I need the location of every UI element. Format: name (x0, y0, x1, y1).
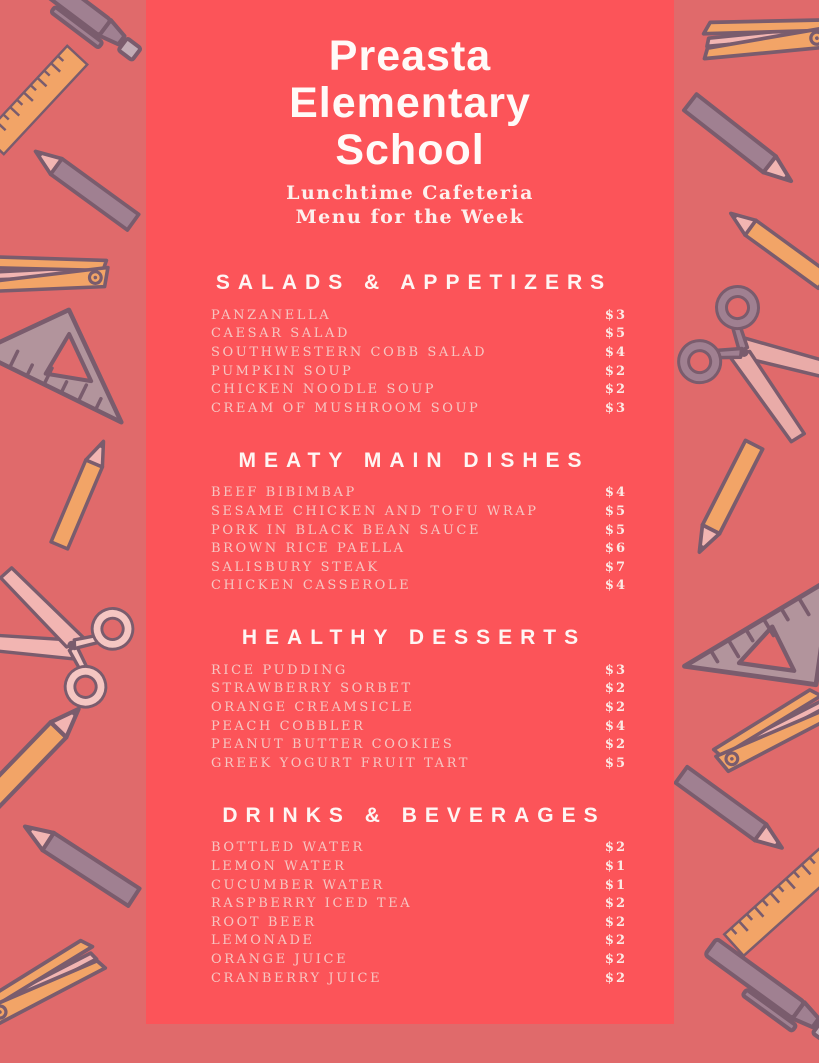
section-heading: DRINKS & BEVERAGES (222, 803, 606, 827)
menu-item-row (211, 539, 627, 558)
pencil-icon (679, 90, 804, 197)
menu-item-price: $6 (604, 541, 627, 557)
menu-item-price: $5 (604, 326, 627, 342)
menu-item-price: $7 (604, 559, 627, 575)
menu-item-name: GREEK YOGURT FRUIT TART (211, 755, 471, 771)
menu-item-name: LEMON WATER (211, 859, 347, 875)
menu-item-name: CHICKEN NOODLE SOUP (211, 382, 437, 398)
menu-item-price: $2 (604, 896, 627, 912)
menu-item-row (211, 932, 627, 951)
menu-item-name: RICE PUDDING (211, 662, 348, 678)
section-items (211, 839, 627, 988)
menu-item-price: $3 (604, 400, 627, 416)
menu-item-price: $3 (604, 307, 627, 323)
menu-item-row (211, 399, 627, 418)
pencil-icon (0, 694, 94, 820)
set-square-icon (675, 546, 819, 694)
menu-item-row (211, 839, 627, 858)
pencil-icon (23, 137, 143, 235)
menu-item-price: $2 (604, 382, 627, 398)
section-heading: SALADS & APPETIZERS (215, 270, 613, 294)
menu-item-row (211, 661, 627, 680)
menu-item-name: BEEF BIBIMBAP (211, 485, 357, 501)
section-healthy-desserts (146, 625, 674, 773)
title-line: Preasta (328, 32, 492, 80)
section-heading: MEATY MAIN DISHES (238, 448, 590, 472)
menu-item-name: BROWN RICE PAELLA (211, 541, 406, 557)
menu-item-price: $2 (604, 840, 627, 856)
section-meaty-main-dishes (146, 448, 674, 596)
menu-item-row (211, 857, 627, 876)
menu-item-name: ORANGE CREAMSICLE (211, 700, 415, 716)
menu-item-name: STRAWBERRY SORBET (211, 681, 413, 697)
menu-item-row (211, 876, 627, 895)
menu-item-price: $4 (604, 485, 627, 501)
ruler-icon (0, 44, 89, 156)
menu-item-name: SOUTHWESTERN COBB SALAD (211, 344, 488, 360)
menu-item-row (211, 717, 627, 736)
menu-item-row (211, 380, 627, 399)
menu-item-price: $5 (604, 755, 627, 771)
section-salads-appetizers (146, 270, 674, 418)
menu-item-name: PEACH COBBLER (211, 718, 366, 734)
menu-item-row (211, 969, 627, 988)
menu-item-row (211, 343, 627, 362)
menu-item-row (211, 306, 627, 325)
section-items (211, 661, 627, 773)
menu-item-name: CUCUMBER WATER (211, 877, 385, 893)
title-line: School (335, 125, 485, 174)
menu-item-price: $2 (604, 952, 627, 967)
menu-item-row (211, 680, 627, 699)
menu-item-price: $5 (604, 503, 627, 519)
menu-panel (146, 0, 674, 1024)
menu-item-price: $4 (604, 344, 627, 360)
menu-item-row (211, 698, 627, 717)
stapler-icon (689, 0, 819, 86)
menu-item-price: $3 (604, 662, 627, 678)
tagline-line: Menu for the Week (295, 206, 525, 229)
menu-item-name: RASPBERRY ICED TEA (211, 896, 413, 912)
menu-item-name: CAESAR SALAD (211, 326, 350, 342)
menu-item-name: SALISBURY STEAK (211, 559, 380, 575)
menu-item-name: PORK IN BLACK BEAN SAUCE (211, 522, 482, 538)
pencil-icon (685, 437, 768, 564)
menu-item-row (211, 521, 627, 540)
menu-item-name: CREAM OF MUSHROOM SOUP (211, 400, 481, 416)
menu-item-price: $5 (604, 522, 627, 538)
menu-item-price: $2 (604, 700, 627, 716)
section-items (211, 484, 627, 596)
pen-icon (693, 933, 819, 1062)
menu-tagline (146, 181, 674, 230)
section-drinks-beverages (146, 803, 674, 988)
menu-item-price: $1 (604, 877, 627, 893)
menu-item-row (211, 325, 627, 344)
section-heading: HEALTHY DESSERTS (241, 626, 587, 650)
stapler-icon (0, 227, 118, 317)
menu-item-price: $2 (604, 681, 627, 697)
menu-item-name: SESAME CHICKEN AND TOFU WRAP (211, 503, 539, 519)
menu-item-price: $2 (604, 737, 627, 753)
menu-item-name: ORANGE JUICE (211, 952, 349, 967)
stapler-icon (698, 678, 819, 780)
stapler-icon (0, 929, 119, 1034)
menu-item-name: BOTTLED WATER (211, 840, 365, 856)
menu-item-row (211, 558, 627, 577)
menu-item-row (211, 754, 627, 773)
menu-item-name: PEANUT BUTTER COOKIES (211, 737, 455, 753)
pencil-icon (12, 811, 144, 911)
menu-item-name: CHICKEN CASSEROLE (211, 578, 412, 594)
menu-item-row (211, 576, 627, 595)
menu-item-row (211, 950, 627, 969)
menu-item-row (211, 484, 627, 503)
menu-item-name: CRANBERRY JUICE (211, 970, 383, 986)
menu-item-price: $2 (604, 970, 627, 986)
menu-item-name: PUMPKIN SOUP (211, 363, 354, 379)
menu-item-row (211, 913, 627, 932)
menu-item-row (211, 735, 627, 754)
menu-item-row (211, 894, 627, 913)
menu-item-price: $2 (604, 933, 627, 949)
menu-item-row (211, 502, 627, 521)
menu-item-name: LEMONADE (211, 933, 315, 949)
scissors-icon (662, 270, 819, 460)
menu-item-price: $1 (604, 859, 627, 875)
ruler-icon (722, 846, 819, 958)
menu-item-name: ROOT BEER (211, 914, 317, 930)
title-line: Elementary (289, 78, 531, 127)
menu-item-price: $2 (604, 914, 627, 930)
menu-item-price: $4 (604, 718, 627, 734)
menu-item-price: $2 (604, 363, 627, 379)
section-items (211, 306, 627, 418)
menu-item-name: PANZANELLA (211, 307, 332, 323)
page-title (146, 33, 674, 174)
pencil-icon (671, 762, 795, 863)
menu-item-price: $4 (604, 578, 627, 594)
tagline-line: Lunchtime Cafeteria (286, 181, 534, 204)
menu-item-row (211, 362, 627, 381)
